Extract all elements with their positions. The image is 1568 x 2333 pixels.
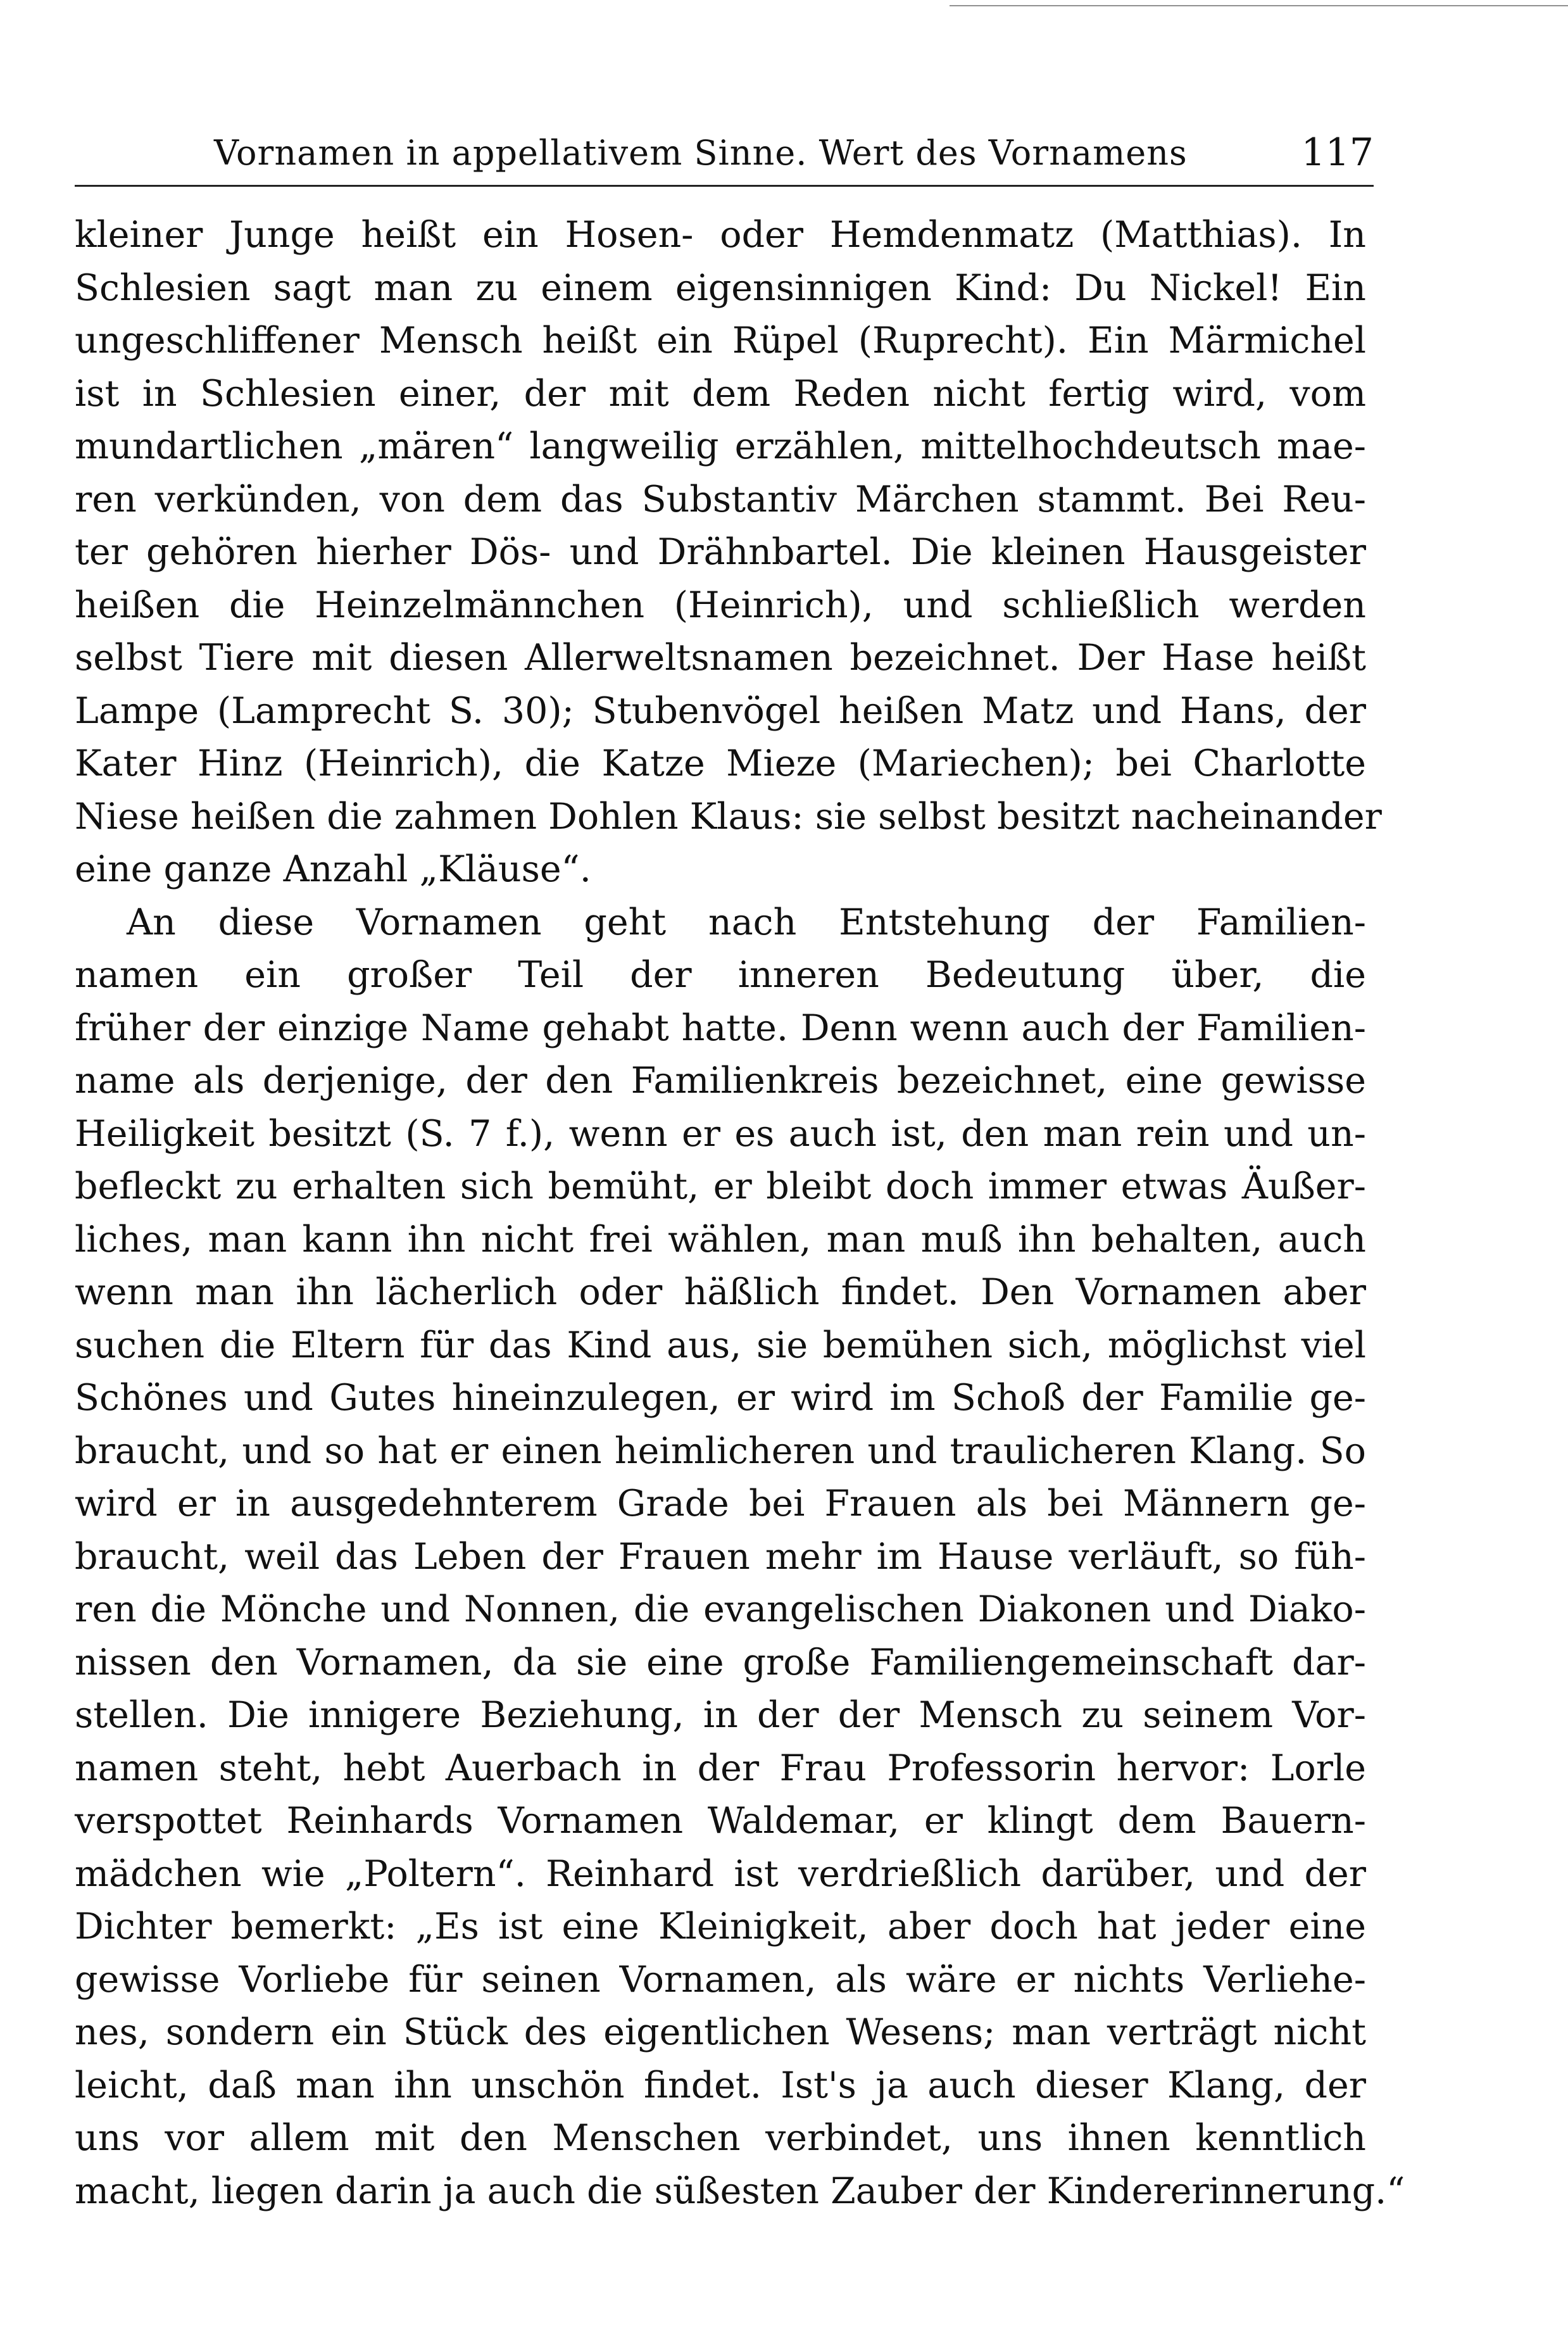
text-line: ist in Schlesien einer, der mit dem Reden nicht fertig wird, vom: [75, 372, 1366, 415]
text-line: uns vor allem mit den Menschen verbindet, uns ihnen kenntlich: [75, 2117, 1366, 2159]
text-line: Lampe (Lamprecht S. 30); Stubenvögel heißen Matz und Hans, der: [75, 689, 1366, 732]
text-line: namen ein großer Teil der inneren Bedeutung über, die: [75, 954, 1366, 996]
text-line: Kater Hinz (Heinrich), die Katze Mieze (Mariechen); bei Charlotte: [75, 743, 1366, 784]
text-line: eine ganze Anzahl „Kläuse“.: [75, 848, 591, 890]
text-line: selbst Tiere mit diesen Allerweltsnamen bezeichnet. Der Hase heißt: [75, 637, 1366, 679]
text-line: Niese heißen die zahmen Dohlen Klaus: sie selbst besitzt nacheinander: [75, 795, 1382, 838]
text-line: mädchen wie „Poltern“. Reinhard ist verdrießlich darüber, und der: [75, 1852, 1366, 1895]
text-line: befleckt zu erhalten sich bemüht, er bleibt doch immer etwas Äußer-: [75, 1166, 1366, 1207]
page-body: [75, 209, 1405, 2218]
text-line: macht, liegen darin ja auch die süßesten Zauber der Kindererinnerung.“: [75, 2170, 1405, 2212]
text-line: wird er in ausgedehnterem Grade bei Frauen als bei Männern ge-: [75, 1483, 1366, 1525]
text-line: Dichter bemerkt: „Es ist eine Kleinigkeit, aber doch hat jeder eine: [75, 1906, 1366, 1947]
running-title: Vornamen in appellativem Sinne. Wert des Vornamens: [214, 133, 1188, 173]
text-line: gewisse Vorliebe für seinen Vornamen, als wäre er nichts Verliehe-: [75, 1958, 1366, 2001]
paragraph: [75, 896, 1405, 2218]
text-line: ungeschliffener Mensch heißt ein Rüpel (Ruprecht). Ein Märmichel: [75, 320, 1366, 362]
text-line: Schlesien sagt man zu einem eigensinnigen Kind: Du Nickel! Ein: [75, 267, 1366, 309]
paragraph: [75, 209, 1382, 896]
text-line: suchen die Eltern für das Kind aus, sie bemühen sich, möglichst viel: [75, 1324, 1366, 1366]
text-line: früher der einzige Name gehabt hatte. Denn wenn auch der Familien-: [75, 1007, 1366, 1049]
text-line: namen steht, hebt Auerbach in der Frau Professorin hervor: Lorle: [75, 1747, 1366, 1789]
text-line: ren die Mönche und Nonnen, die evangelischen Diakonen und Diako-: [75, 1588, 1366, 1630]
text-line: leicht, daß man ihn unschön findet. Ist's ja auch dieser Klang, der: [75, 2064, 1366, 2106]
text-line: mundartlichen „mären“ langweilig erzählen, mittelhochdeutsch mae-: [75, 425, 1366, 467]
text-line: verspottet Reinhards Vornamen Waldemar, er klingt dem Bauern-: [75, 1800, 1366, 1842]
text-line: An diese Vornamen geht nach Entstehung der Familien-: [127, 901, 1366, 943]
text-line: braucht, weil das Leben der Frauen mehr im Hause verläuft, so füh-: [75, 1535, 1366, 1578]
text-line: Schönes und Gutes hineinzulegen, er wird im Schoß der Familie ge-: [75, 1377, 1366, 1419]
text-line: kleiner Junge heißt ein Hosen- oder Hemdenmatz (Matthias). In: [75, 214, 1366, 256]
text-line: heißen die Heinzelmännchen (Heinrich), und schließlich werden: [75, 584, 1366, 626]
running-header: [75, 127, 1374, 184]
text-line: ter gehören hierher Dös- und Drähnbartel. Die kleinen Hausgeister: [75, 531, 1366, 573]
scan-edge-line: [950, 5, 1568, 6]
text-line: liches, man kann ihn nicht frei wählen, man muß ihn behalten, auch: [75, 1218, 1366, 1261]
text-line: stellen. Die innigere Beziehung, in der der Mensch zu seinem Vor-: [75, 1694, 1366, 1736]
page-number: 117: [1301, 130, 1374, 175]
header-rule: [75, 185, 1374, 187]
text-line: ren verkünden, von dem das Substantiv Märchen stammt. Bei Reu-: [75, 478, 1366, 520]
text-line: nissen den Vornamen, da sie eine große Familiengemeinschaft dar-: [75, 1641, 1366, 1683]
text-line: nes, sondern ein Stück des eigentlichen Wesens; man verträgt nicht: [75, 2011, 1366, 2053]
text-line: wenn man ihn lächerlich oder häßlich findet. Den Vornamen aber: [75, 1271, 1366, 1313]
text-line: braucht, und so hat er einen heimlicheren und traulicheren Klang. So: [75, 1430, 1366, 1472]
text-line: name als derjenige, der den Familienkreis bezeichnet, eine gewisse: [75, 1060, 1366, 1102]
text-line: Heiligkeit besitzt (S. 7 f.), wenn er es auch ist, den man rein und un-: [75, 1112, 1366, 1155]
